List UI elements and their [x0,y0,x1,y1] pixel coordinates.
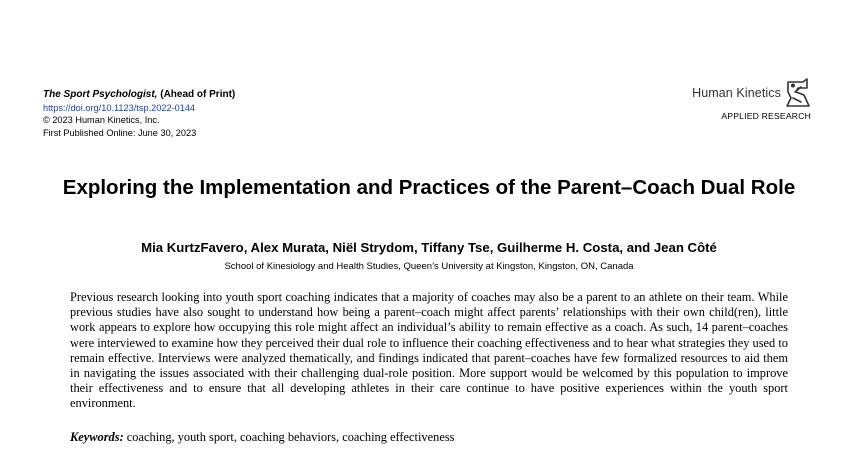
publication-date: First Published Online: June 30, 2023 [43,127,197,138]
author-list: Mia KurtzFavero, Alex Murata, Niël Strydom, Tiffany Tse, Guilherme H. Costa, and Jean Côté [141,240,717,255]
publisher-name: Human Kinetics [692,86,781,100]
abstract-text: Previous research looking into youth sport coaching indicates that a majority of coaches may also be a parent to an athlete on their team. While previous studies have also sought to understand how being a parent–coach might affect parents’ relationships with their own child(ren), little work appears to explore how occupying this role might affect an individual’s ability to remain effective as a coach. As such, 14 parent–coaches were interviewed to examine how they perceived their dual role to influence their coaching effectiveness and to hear what strategies they used to remain effective. Interviews were analyzed thematically, and findings indicated that parent–coaches have few formalized resources to aid them in navigating the issues associated with their challenging dual-role position. More support would be welcomed by this population to improve their effectiveness and to ensure that all developing athletes in their care continue to have positive experiences within the youth sport environment. [70,290,788,411]
keywords-line [70,430,454,445]
author-affiliation: School of Kinesiology and Health Studies, Queen’s University at Kingston, Kingston, ON, Canada [224,261,634,272]
copyright: © 2023 Human Kinetics, Inc. [43,115,160,126]
keywords-label: Keywords: [70,430,124,444]
publisher-info [692,78,811,121]
article-section-label: APPLIED RESEARCH [721,111,811,121]
journal-info [43,89,235,139]
journal-citation [43,89,235,102]
keywords-list: coaching, youth sport, coaching behaviors, coaching effectiveness [123,430,455,444]
journal-name: The Sport Psychologist, [43,89,158,100]
doi-link[interactable]: https://doi.org/10.1123/tsp.2022-0144 [43,102,196,113]
journal-status: (Ahead of Print) [157,89,236,100]
human-kinetics-logo-icon [785,78,811,108]
article-title: Exploring the Implementation and Practices of the Parent–Coach Dual Role [62,176,796,199]
